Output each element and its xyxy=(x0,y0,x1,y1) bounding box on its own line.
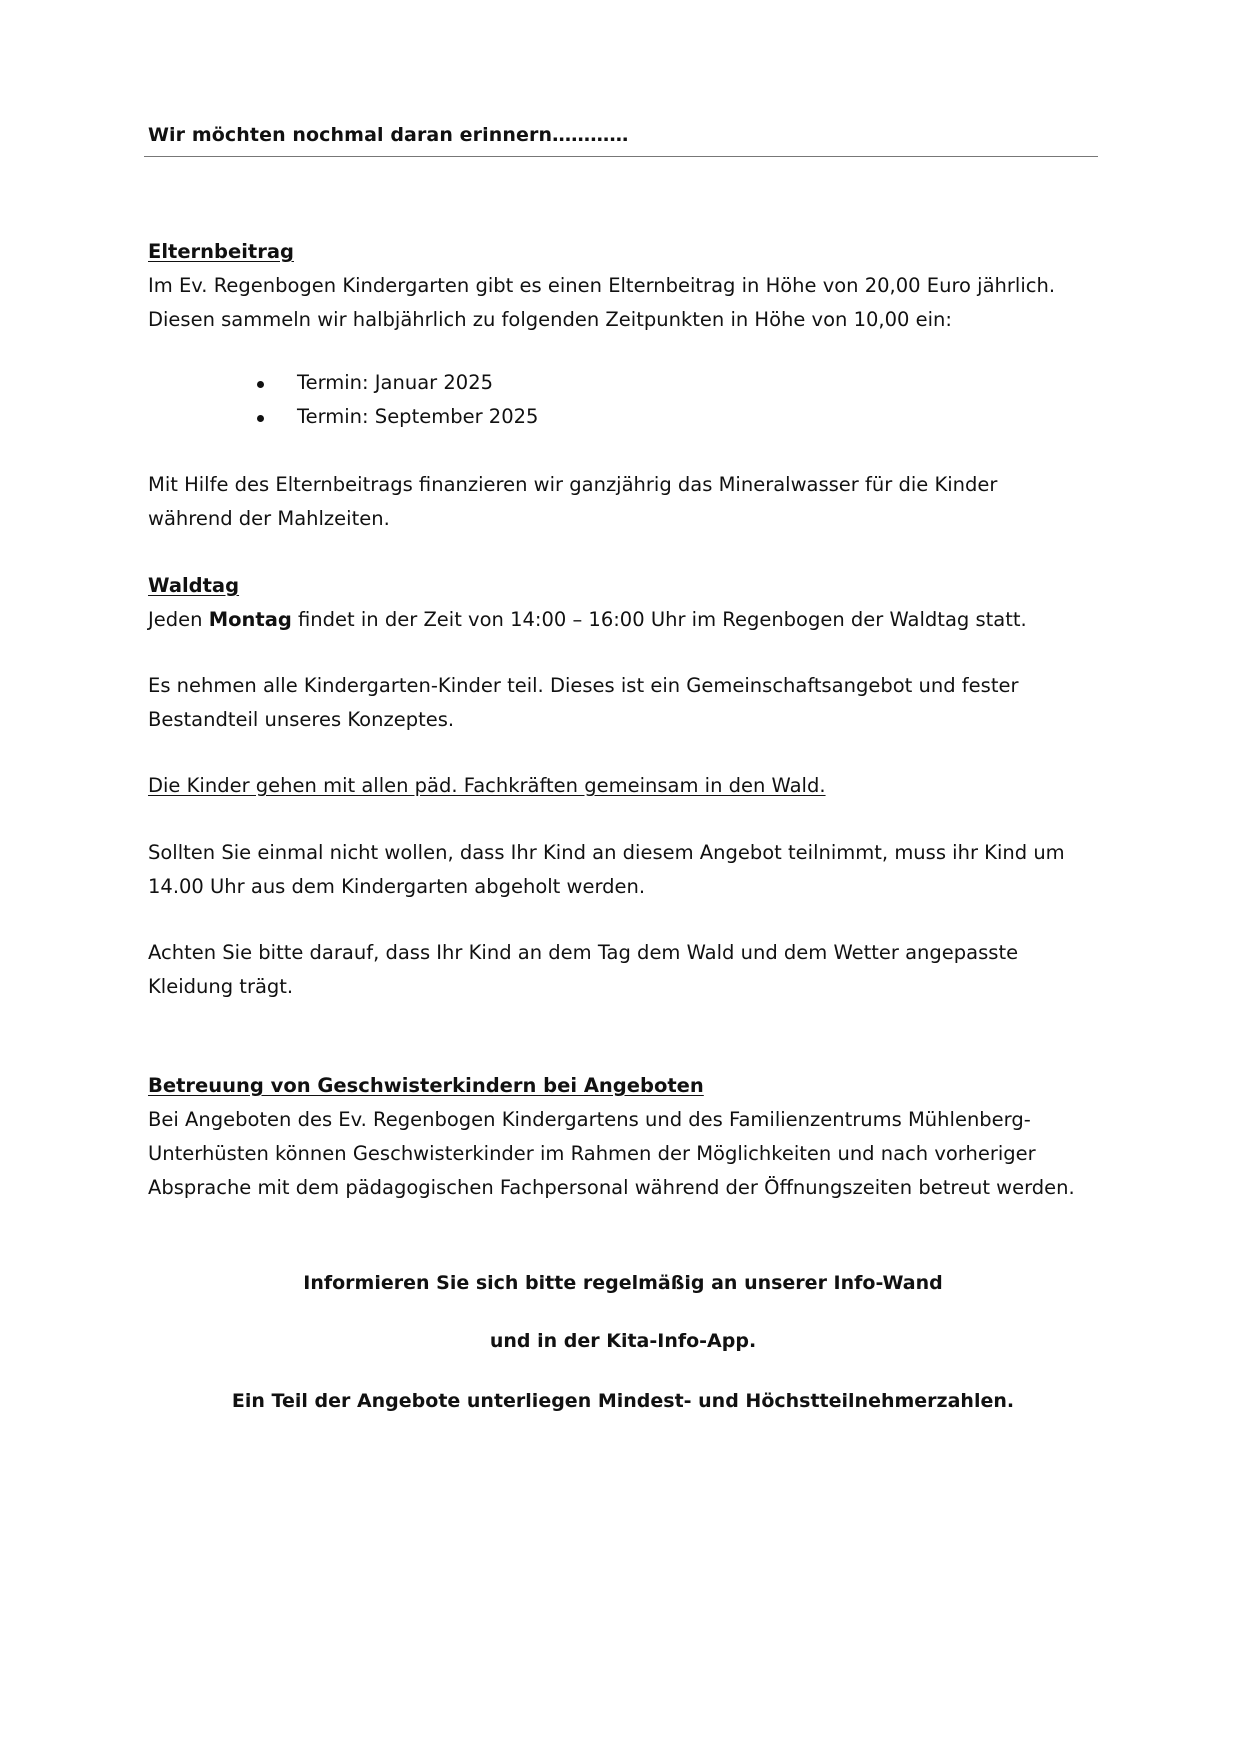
text-run: Jeden xyxy=(148,608,209,631)
paragraph-waldtag-teilnahme xyxy=(148,669,1098,737)
paragraph-line: Bestandteil unseres Konzeptes. xyxy=(148,708,455,731)
paragraph-line: Absprache mit dem pädagogischen Fachpersonal während der Öffnungszeiten betreut werden. xyxy=(148,1176,1075,1199)
section-waldtag xyxy=(148,569,1098,637)
paragraph-line: während der Mahlzeiten. xyxy=(148,507,390,530)
paragraph-line: 14.00 Uhr aus dem Kindergarten abgeholt werden. xyxy=(148,875,646,898)
paragraph-line: Achten Sie bitte darauf, dass Ihr Kind an dem Tag dem Wald und dem Wetter angepasste xyxy=(148,941,1019,964)
paragraph-elternbeitrag xyxy=(148,269,1098,337)
footer-note-info-wand: Informieren Sie sich bitte regelmäßig an unserer Info-Wand xyxy=(303,1272,943,1294)
paragraph-line: Bei Angeboten des Ev. Regenbogen Kindergartens und des Familienzentrums Mühlenberg- xyxy=(148,1108,1031,1131)
paragraph-mineralwasser xyxy=(148,468,1098,536)
paragraph-line xyxy=(148,603,1098,637)
bullet-list-termine xyxy=(258,366,538,434)
bullet-icon xyxy=(257,415,264,422)
underlined-text: Die Kinder gehen mit allen päd. Fachkräften gemeinsam in den Wald. xyxy=(148,774,826,797)
paragraph-line: Im Ev. Regenbogen Kindergarten gibt es einen Elternbeitrag in Höhe von 20,00 Euro jährlich. xyxy=(148,274,1056,297)
section-heading-elternbeitrag: Elternbeitrag xyxy=(148,240,294,263)
header-title: Wir möchten nochmal daran erinnern………… xyxy=(148,124,629,146)
paragraph-waldtag-abholung xyxy=(148,836,1098,904)
paragraph-waldtag-kleidung xyxy=(148,936,1098,1004)
section-heading-geschwister: Betreuung von Geschwisterkindern bei Angeboten xyxy=(148,1074,704,1097)
paragraph-line: Diesen sammeln wir halbjährlich zu folgenden Zeitpunkten in Höhe von 10,00 ein: xyxy=(148,308,952,331)
bullet-icon xyxy=(257,381,264,388)
paragraph-line: Es nehmen alle Kindergarten-Kinder teil. Dieses ist ein Gemeinschaftsangebot und fester xyxy=(148,674,1019,697)
footer-note-kita-app: und in der Kita-Info-App. xyxy=(489,1330,757,1352)
paragraph-line: Kleidung trägt. xyxy=(148,975,294,998)
paragraph-line: Sollten Sie einmal nicht wollen, dass Ihr Kind an diesem Angebot teilnimmt, muss ihr Kind um xyxy=(148,841,1065,864)
paragraph-waldtag-fachkraefte xyxy=(148,769,1098,803)
section-elternbeitrag xyxy=(148,235,1098,337)
section-geschwister xyxy=(148,1069,1098,1205)
paragraph-line: Mit Hilfe des Elternbeitrags finanzieren wir ganzjährig das Mineralwasser für die Kinder xyxy=(148,473,998,496)
header-divider xyxy=(144,156,1098,157)
bold-text-montag: Montag xyxy=(208,608,292,631)
paragraph-line: Unterhüsten können Geschwisterkinder im Rahmen der Möglichkeiten und nach vorheriger xyxy=(148,1142,1036,1165)
list-item-text: Termin: Januar 2025 xyxy=(297,371,494,394)
section-heading-waldtag: Waldtag xyxy=(148,574,240,597)
list-item-text: Termin: September 2025 xyxy=(297,405,539,428)
list-item xyxy=(258,400,538,434)
text-run: findet in der Zeit von 14:00 – 16:00 Uhr im Regenbogen der Waldtag statt. xyxy=(291,608,1027,631)
list-item xyxy=(258,366,538,400)
footer-note-teilnehmer: Ein Teil der Angebote unterliegen Mindest- und Höchstteilnehmerzahlen. xyxy=(231,1390,1015,1412)
